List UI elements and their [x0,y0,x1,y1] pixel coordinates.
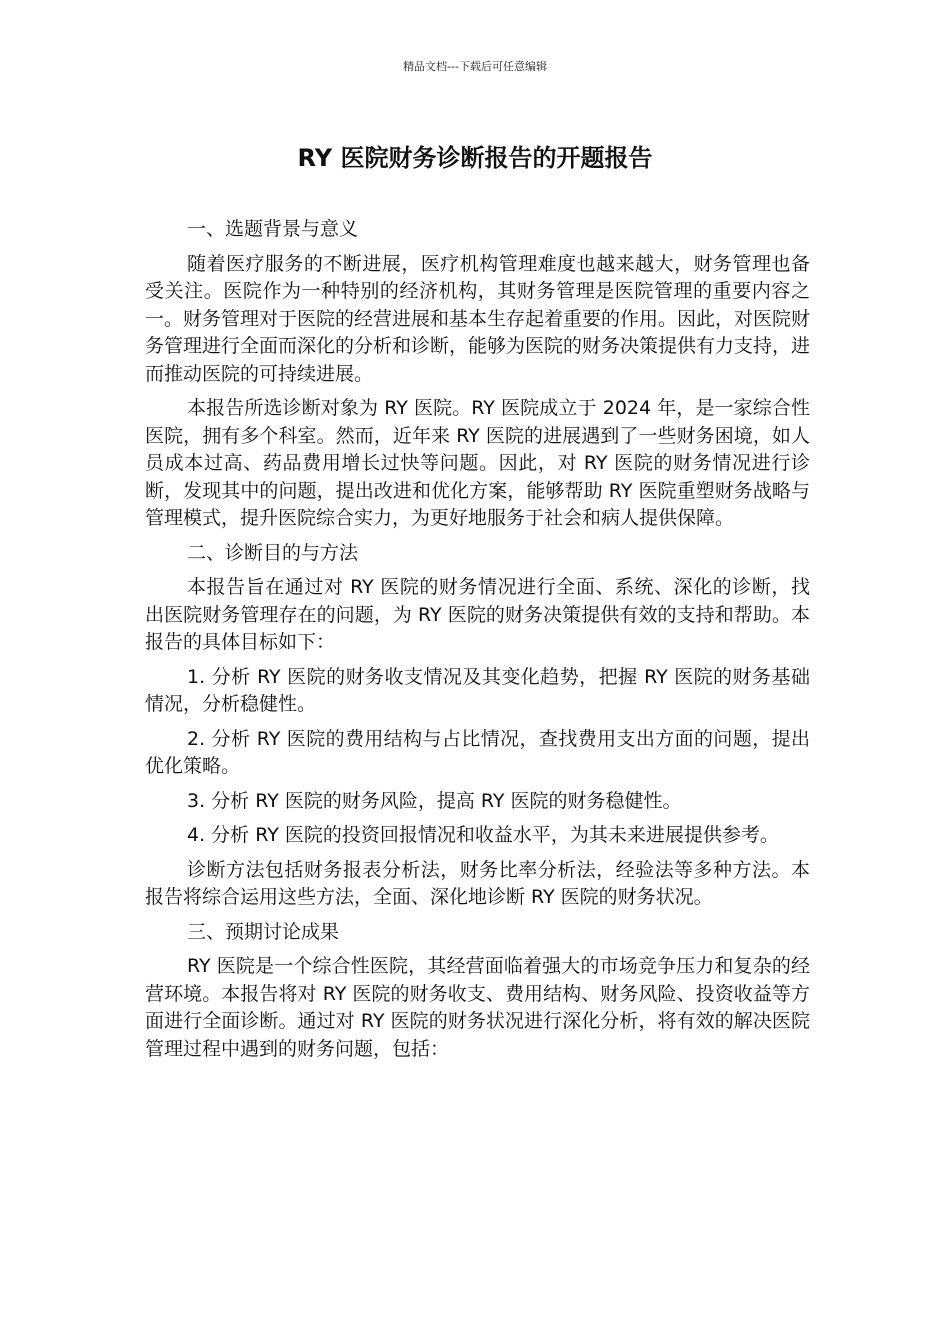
page-header-note: 精品文档---下载后可任意编辑 [403,60,547,73]
paragraph-background: 随着医疗服务的不断进展，医疗机构管理难度也越来越大，财务管理也备受关注。医院作为一种特别的经济机构，其财务管理是医院管理的重要内容之一。财务管理对于医院的经营进展和基本生存起着重要的作用。因此，对医院财务管理进行全面而深化的分析和诊断，能够为医院的财务决策提供有力支持，进而推动医院的可持续进展。 [145,252,811,385]
paragraph-purpose: 本报告旨在通过对 RY 医院的财务情况进行全面、系统、深化的诊断，找出医院财务管理存在的问题，为 RY 医院的财务决策提供有效的支持和帮助。本报告的具体目标如下： [145,576,810,653]
list-item-goal-2: 2. 分析 RY 医院的费用结构与占比情况，查找费用支出方面的问题，提出优化策略。 [145,727,810,777]
document-body [145,216,810,1070]
list-item-goal-1: 1. 分析 RY 医院的财务收支情况及其变化趋势，把握 RY 医院的财务基础情况，分析稳健性。 [145,665,810,715]
section-heading-background: 一、选题背景与意义 [187,218,359,240]
document-title: RY 医院财务诊断报告的开题报告 [297,144,653,172]
section-heading-purpose-method: 二、诊断目的与方法 [187,541,359,564]
paragraph-methods: 诊断方法包括财务报表分析法，财务比率分析法，经验法等多种方法。本报告将综合运用这些方法，全面、深化地诊断 RY 医院的财务状况。 [145,858,810,908]
paragraph-diagnosis-target: 本报告所选诊断对象为 RY 医院。RY 医院成立于 2024 年，是一家综合性医院，拥有多个科室。然而，近年来 RY 医院的进展遇到了一些财务困境，如人员成本过高、药品费用增长过快等问题。因此，对 RY 医院的财务情况进行诊断，发现其中的问题，提出改进和优化方案，能够帮助 RY 医院重塑财务战略与管理模式，提升医院综合实力，为更好地服务于社会和病人提供保障。 [145,397,810,529]
list-item-goal-4: 4. 分析 RY 医院的投资回报情况和收益水平，为其未来进展提供参考。 [187,824,779,846]
paragraph-expected-results: RY 医院是一个综合性医院，其经营面临着强大的市场竞争压力和复杂的经营环境。本报告将对 RY 医院的财务收支、费用结构、财务风险、投资收益等方面进行全面诊断。通过对 RY 医院的财务状况进行深化分析，将有效的解决医院管理过程中遇到的财务问题，包括： [145,955,810,1060]
section-heading-expected-results: 三、预期讨论成果 [187,920,340,943]
list-item-goal-3: 3. 分析 RY 医院的财务风险，提高 RY 医院的财务稳健性。 [187,789,682,812]
